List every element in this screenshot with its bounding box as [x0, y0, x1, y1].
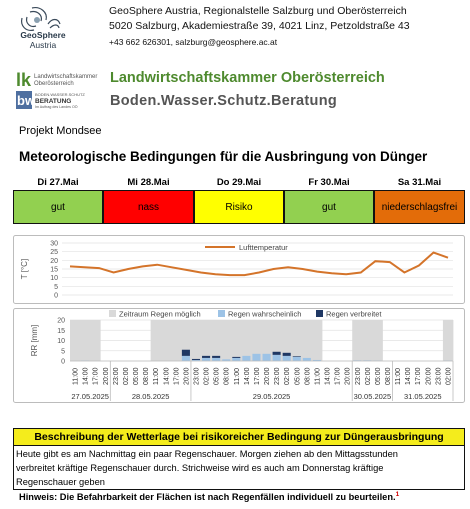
- description-text: [14, 446, 464, 490]
- address-line: 5020 Salzburg, Akademiestraße 39, 4021 Linz, Petzoldstraße 43: [109, 20, 410, 32]
- rain-possible-bar: [80, 320, 90, 361]
- lk-logo: [16, 70, 108, 110]
- day-column: [194, 176, 284, 226]
- rain-date-label: 31.05.2025: [403, 392, 442, 401]
- rain-time-label: 02:00: [122, 367, 130, 385]
- day-date: Mi 28.Mai: [127, 177, 170, 188]
- rain-legend-swatch: [218, 310, 225, 317]
- rain-time-label: 20:00: [102, 367, 110, 385]
- rain-possible-bar: [241, 320, 251, 361]
- rain-probable-bar: [273, 355, 281, 361]
- rain-possible-bar: [191, 320, 201, 361]
- rain-time-label: 11:00: [233, 368, 241, 385]
- rain-tick-label: 15: [57, 327, 65, 335]
- rain-time-label: 17:00: [334, 367, 342, 385]
- day-date: Sa 31.Mai: [397, 177, 442, 188]
- rain-time-label: 20:00: [264, 367, 272, 385]
- rain-probable-bar: [303, 358, 311, 361]
- rain-legend-label: Zeitraum Regen möglich: [119, 309, 201, 319]
- geosphere-sub: Austria: [29, 40, 57, 50]
- rain-time-label: 17:00: [253, 367, 261, 385]
- rain-time-label: 20:00: [425, 367, 433, 385]
- address-line: GeoSphere Austria, Regionalstelle Salzburg und Oberösterreich: [109, 5, 407, 17]
- temp-tick-label: 15: [50, 266, 58, 274]
- day-date: Di 27.Mai: [37, 177, 79, 188]
- rain-legend-label: Regen wahrscheinlich: [228, 309, 302, 319]
- day-status-box: niederschlagsfrei: [374, 190, 465, 224]
- rain-probable-bar: [212, 358, 220, 361]
- rain-possible-bar: [211, 320, 221, 361]
- rain-probable-bar: [232, 358, 240, 361]
- temp-tick-label: 5: [54, 283, 58, 291]
- rain-time-label: 08:00: [223, 367, 231, 385]
- rain-time-label: 05:00: [374, 367, 382, 385]
- day-column: [284, 176, 374, 226]
- rain-tick-label: 20: [57, 317, 65, 325]
- rain-time-label: 08:00: [384, 367, 392, 385]
- rain-possible-bar: [221, 320, 231, 361]
- rain-time-label: 23:00: [354, 367, 362, 385]
- day-column: [374, 176, 465, 226]
- rain-time-label: 02:00: [203, 367, 211, 385]
- rain-possible-bar: [231, 320, 241, 361]
- rain-legend-label: Regen verbreitet: [326, 309, 382, 319]
- footnote-marker: 1: [395, 491, 400, 498]
- lk-logo-line: Im Auftrag des Landes OÖ: [35, 105, 78, 109]
- rain-time-label: 23:00: [435, 367, 443, 385]
- rain-time-label: 02:00: [445, 367, 453, 385]
- day-column: [103, 176, 194, 226]
- geosphere-name: GeoSphere: [20, 30, 66, 40]
- description-line: Heute gibt es am Nachmittag ein paar Regenschauer. Morgen ziehen ab den Mittagsstunden: [16, 449, 398, 459]
- rain-possible-bar: [161, 320, 171, 361]
- lk-subtitle: Boden.Wasser.Schutz.Beratung: [110, 93, 338, 109]
- rain-time-label: 23:00: [112, 367, 120, 385]
- rain-possible-bar: [302, 320, 312, 361]
- rain-probable-bar: [263, 354, 271, 361]
- rain-widespread-bar: [192, 359, 200, 360]
- lk-logo-line: BODEN.WASSER.SCHUTZ: [35, 92, 85, 97]
- rain-time-label: 20:00: [183, 367, 191, 385]
- rain-probable-bar: [202, 358, 210, 361]
- lk-mark: lk: [16, 70, 32, 90]
- rain-probable-bar: [293, 357, 301, 361]
- rain-time-label: 11:00: [314, 368, 322, 385]
- rain-time-label: 14:00: [324, 367, 332, 385]
- lk-logo-line: Oberösterreich: [34, 81, 74, 87]
- rain-tick-label: 10: [57, 338, 65, 345]
- rain-time-label: 23:00: [274, 367, 282, 385]
- rain-time-label: 02:00: [364, 367, 372, 385]
- rain-possible-bar: [372, 320, 382, 361]
- hint-text: Hinweis: Die Befahrbarkeit der Flächen ist nach Regenfällen individuell zu beurteilen.: [19, 492, 396, 503]
- rain-time-label: 17:00: [173, 367, 181, 385]
- rain-axis-label: RR [mm]: [30, 324, 39, 357]
- rain-possible-bar: [201, 320, 211, 361]
- address-block: [109, 4, 410, 34]
- rain-time-label: 02:00: [284, 367, 292, 385]
- rain-time-label: 17:00: [92, 367, 100, 385]
- rain-possible-bar: [151, 320, 161, 361]
- rain-time-label: 11:00: [153, 368, 161, 385]
- rain-time-label: 05:00: [213, 367, 221, 385]
- weather-charts: [13, 235, 465, 425]
- day-date: Do 29.Mai: [216, 177, 262, 188]
- day-status-box: gut: [284, 190, 374, 224]
- rain-time-label: 11:00: [72, 368, 80, 385]
- temp-axis-label: T [°C]: [20, 258, 29, 280]
- rain-possible-bar: [443, 320, 453, 361]
- temp-tick-label: 30: [50, 240, 58, 248]
- day-status-row: [13, 176, 465, 226]
- rain-probable-bar: [283, 356, 291, 361]
- rain-time-label: 08:00: [143, 367, 151, 385]
- rain-possible-bar: [312, 320, 322, 361]
- rain-widespread-bar: [232, 357, 240, 358]
- rain-probable-bar: [182, 356, 190, 361]
- rain-possible-bar: [90, 320, 100, 361]
- day-status-box: gut: [13, 190, 103, 224]
- day-date: Fr 30.Mai: [308, 177, 350, 188]
- rain-probable-bar: [252, 354, 260, 361]
- temp-tick-label: 25: [50, 249, 58, 257]
- description-heading: Beschreibung der Wetterlage bei risikoreicher Bedingung zur Düngerausbringung: [14, 429, 464, 446]
- rain-widespread-bar: [273, 352, 281, 355]
- rain-widespread-bar: [182, 350, 190, 356]
- rain-widespread-bar: [293, 356, 301, 357]
- rain-possible-bar: [352, 320, 362, 361]
- rain-possible-bar: [171, 320, 181, 361]
- page-title: Meteorologische Bedingungen für die Ausbringung von Dünger: [19, 149, 428, 164]
- rain-time-label: 17:00: [415, 367, 423, 385]
- rain-legend-swatch: [109, 310, 116, 317]
- chart-area: [13, 235, 465, 430]
- day-column: [13, 176, 103, 226]
- contact-line: +43 662 626301, salzburg@geosphere.ac.at: [109, 37, 278, 47]
- day-status-box: nass: [103, 190, 194, 224]
- rain-time-label: 14:00: [405, 367, 413, 385]
- rain-possible-bar: [70, 320, 80, 361]
- rain-time-label: 08:00: [304, 367, 312, 385]
- project-name: Projekt Mondsee: [19, 125, 102, 137]
- temp-legend-label: Lufttemperatur: [239, 243, 288, 252]
- rain-date-label: 27.05.2025: [71, 392, 109, 401]
- temp-tick-label: 10: [50, 275, 58, 283]
- rain-time-label: 14:00: [243, 367, 251, 385]
- rain-date-label: 28.05.2025: [131, 392, 170, 401]
- rain-widespread-bar: [202, 356, 210, 358]
- rain-tick-label: 0: [61, 358, 65, 366]
- rain-date-label: 30.05.2025: [353, 392, 392, 401]
- description-line: verbreitet kräftige Regenschauer durch. Strichweise wird es auch am Donnerstag kräftige: [16, 463, 384, 473]
- rain-legend-swatch: [316, 310, 323, 317]
- day-status-box: Risiko: [194, 190, 284, 224]
- rain-widespread-bar: [212, 356, 220, 358]
- rain-tick-label: 5: [61, 348, 65, 356]
- rain-time-label: 23:00: [193, 367, 201, 385]
- temp-tick-label: 0: [54, 292, 58, 300]
- weather-description-box: [13, 428, 465, 490]
- rain-time-label: 05:00: [133, 367, 141, 385]
- rain-date-label: 29.05.2025: [252, 392, 291, 401]
- lk-logo-line: Landwirtschaftskammer: [34, 74, 98, 80]
- rain-widespread-bar: [283, 353, 291, 356]
- rain-time-label: 11:00: [395, 368, 403, 385]
- lk-title: Landwirtschaftskammer Oberösterreich: [110, 70, 385, 86]
- lk-logo-line: BERATUNG: [35, 98, 72, 105]
- temp-tick-label: 20: [50, 257, 58, 265]
- rain-possible-bar: [362, 320, 372, 361]
- rain-time-label: 20:00: [344, 367, 352, 385]
- bw-mark: bw: [17, 93, 36, 108]
- rain-time-label: 14:00: [82, 367, 90, 385]
- rain-probable-bar: [242, 356, 250, 361]
- rain-time-label: 14:00: [163, 367, 171, 385]
- description-line: Regenschauer geben: [16, 477, 105, 487]
- rain-time-label: 05:00: [294, 367, 302, 385]
- footnote-hint: [19, 491, 399, 502]
- rain-possible-bar: [292, 320, 302, 361]
